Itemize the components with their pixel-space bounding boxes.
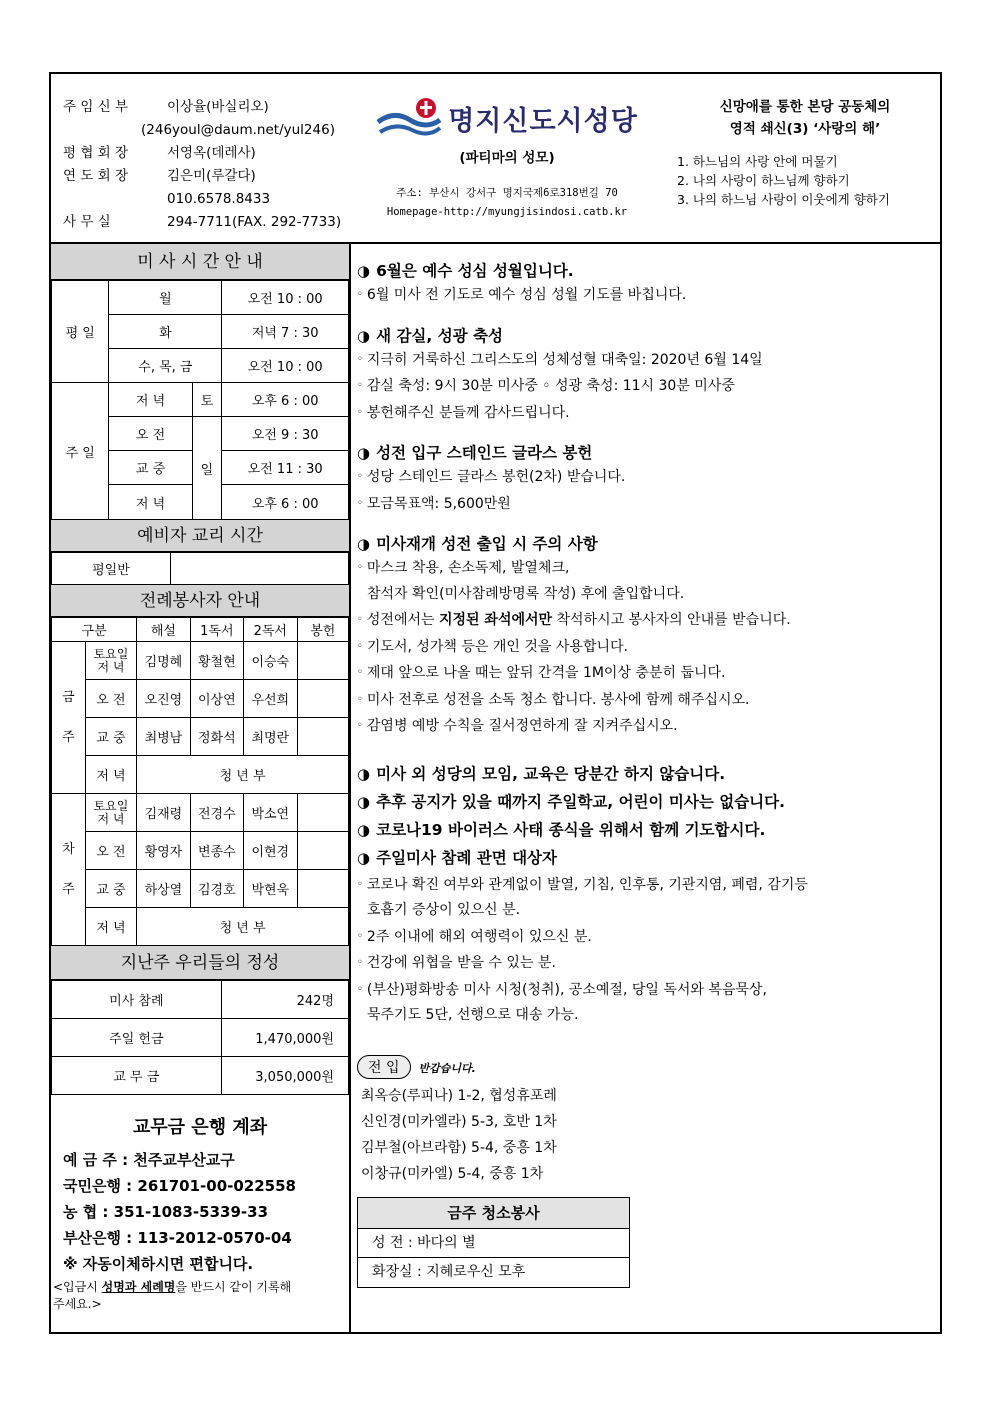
- notice-item: ◦ 제대 앞으로 나올 때는 앞뒤 간격을 1M이상 충분히 둡니다.: [357, 665, 726, 681]
- clergy-row: 010.6578.8433: [167, 191, 271, 207]
- notice-item: ◦ 건강에 위협을 받을 수 있는 분.: [357, 955, 556, 971]
- bullet-icon: ◦: [357, 353, 363, 365]
- bank-row: 국민은행 : 261701-00-022558: [63, 1177, 296, 1195]
- notice-item: ◦ 6월 미사 전 기도로 예수 성심 성월 기도를 바칩니다.: [357, 287, 687, 303]
- logo-line: [357, 96, 657, 140]
- homepage-link[interactable]: http://myungjisindosi.catb.kr: [443, 206, 628, 218]
- bullet-icon: ◦: [357, 640, 363, 652]
- newcomer-row: 김부철(아브라함) 5-4, 중흥 1차: [361, 1139, 557, 1156]
- bank-row: 부산은행 : 113-2012-0570-04: [63, 1229, 292, 1247]
- notice-heading: ◑ 새 감실, 성광 축성: [357, 326, 503, 345]
- newcomer-row: 최옥승(루피나) 1-2, 협성휴포레: [361, 1087, 557, 1104]
- newcomer-row: 신인경(미카엘라) 5-3, 호반 1차: [361, 1113, 557, 1130]
- left-column: [51, 244, 351, 1332]
- catechism-table: 평일반: [51, 552, 349, 585]
- notice-heading: ◑ 추후 공지가 있을 때까지 주일학교, 어린이 미사는 없습니다.: [357, 792, 785, 811]
- notice-item-continued: 호흡기 증상이 있으신 분.: [367, 902, 521, 918]
- bulletin-frame: [49, 72, 942, 1334]
- clergy-row: 주 임 신 부 이상율(바실리오): [63, 99, 269, 115]
- offering-title: 지난주 우리들의 정성: [51, 946, 349, 980]
- parish-address: 주소: 부산시 강서구 명지국제6로318번길 70 Homepage-http://myungjisindosi.catb.kr: [386, 187, 628, 218]
- notice-item: ◦ 코로나 확진 여부와 관계없이 발열, 기침, 인후통, 기관지염, 폐렴, 감기등: [357, 876, 808, 893]
- bank-title: 교무금 은행 계좌: [132, 1117, 268, 1138]
- bank-accounts: [51, 1095, 349, 1313]
- motto: 신망애를 통한 본당 공동체의 영적 쇄신(3) ‘사랑의 해’: [719, 99, 891, 137]
- servers-title: 전례봉사자 안내: [51, 585, 349, 617]
- notice-heading: ◑ 미사 외 성당의 모임, 교육은 당분간 하지 않습니다.: [357, 764, 726, 783]
- half-circle-icon: ◑: [357, 262, 371, 280]
- mass-times-table: 평 일 월 오전 10 : 00 화 저녁 7 : 30 수, 목, 금 오전 10 : 00 주 일 저 녁 토 오후 6 : 00 오 전 일 오전 9 : 30 교 중 오전 11 : 30 저 녁 오후 6 : 00: [51, 280, 349, 520]
- notice-item: ◦ 기도서, 성가책 등은 개인 것을 사용합니다.: [357, 638, 628, 655]
- notice-item: ◦ 성전에서는 지정된 좌석에서만 착석하시고 봉사자의 안내를 받습니다.: [357, 612, 791, 628]
- notice-item: ◦ (부산)평화방송 미사 시청(청취), 공소예절, 당일 독서와 복음묵상,: [357, 981, 767, 998]
- bank-row: 농 협 : 351-1083-5339-33: [63, 1203, 269, 1221]
- notice-heading: ◑ 성전 입구 스테인드 글라스 봉헌: [357, 444, 593, 462]
- notice-heading: ◑ 미사재개 성전 출입 시 주의 사항: [357, 535, 598, 553]
- right-column: [353, 244, 940, 1332]
- bullet-icon: ◦: [357, 983, 363, 995]
- notice-item-continued: 참석자 확인(미사참례방명록 작성) 후에 출입합니다.: [367, 585, 685, 602]
- bullet-icon: ◦: [357, 878, 363, 890]
- sunday-label: 주 일: [52, 383, 109, 520]
- notice-item: ◦ 성당 스테인드 글라스 봉헌(2차) 받습니다.: [357, 469, 626, 485]
- notice-item-continued: 묵주기도 5단, 선행으로 대송 가능.: [367, 1007, 579, 1023]
- clergy-row: (246youl@daum.net/yul246): [141, 122, 335, 138]
- clergy-row: 사 무 실 294-7711(FAX. 292-7733): [63, 214, 342, 230]
- notice-item: ◦ 미사 전후로 성전을 소독 청소 합니다. 봉사에 함께 해주십시오.: [357, 691, 750, 708]
- mass-times-title: 미 사 시 간 안 내: [51, 244, 349, 280]
- parish-name: 명지신도시성당: [448, 105, 638, 137]
- bank-note: <입금시 성명과 세례명을 반드시 같이 기록해 주세요.>: [53, 1280, 292, 1311]
- motto-block: [673, 96, 937, 209]
- bullet-icon: ◦: [357, 930, 363, 942]
- bank-row: 예 금 주 : 천주교부산교구: [63, 1151, 235, 1169]
- cleaning-title: 금주 청소봉사: [358, 1198, 629, 1229]
- parish-subtitle: (파티마의 성모): [459, 150, 555, 166]
- notices: [353, 244, 940, 1187]
- notice-item: ◦ 봉헌해주신 분들께 감사드립니다.: [357, 404, 570, 421]
- goals-list: 1. 하느님의 사랑 안에 머물기 2. 나의 사랑이 하느님께 향하기 3. 나의 하느님 사랑이 이웃에게 향하기: [677, 154, 890, 207]
- newcomer-badge: 전 입: [357, 1055, 411, 1079]
- servers-table: 구분 해설 1독서 2독서 봉헌 금 주 토요일 저 녁 김명혜 황철현 이승숙 오 전 오진영 이상연 우선희 교 중 최병남 정화석 최명란 저 녁 청 년 부 차 주 토요일 저 녁 김재령 전경수 박소연 오 전 황영자 변종수 이현경 교 중 하상열 김경호 박현욱 저 녁 청 년 부: [51, 617, 349, 946]
- bullet-icon: ◦: [357, 497, 363, 509]
- notice-item: ◦ 마스크 착용, 손소독제, 발열체크,: [357, 560, 570, 576]
- notice-heading: ◑ 6월은 예수 성심 성월입니다.: [357, 262, 574, 280]
- bullet-icon: ◦: [357, 471, 363, 482]
- notice-heading: ◑ 주일미사 참례 관면 대상자: [357, 848, 557, 867]
- header: [51, 74, 940, 244]
- welcome-text: 반갑습니다.: [418, 1061, 476, 1075]
- bullet-icon: ◦: [357, 693, 363, 705]
- bullet-icon: ◦: [357, 614, 363, 625]
- parish-title-block: [357, 96, 657, 222]
- half-circle-icon: ◑: [357, 764, 371, 783]
- parish-logo-icon: [376, 96, 442, 140]
- half-circle-icon: ◑: [357, 326, 371, 345]
- half-circle-icon: ◑: [357, 535, 371, 553]
- catechism-title: 예비자 교리 시간: [51, 520, 349, 552]
- bullet-icon: ◦: [357, 720, 363, 731]
- half-circle-icon: ◑: [357, 848, 371, 867]
- bank-row: ※ 자동이체하시면 편합니다.: [63, 1255, 254, 1273]
- cleaning-box: [357, 1197, 630, 1288]
- notice-heading: ◑ 코로나19 바이러스 사태 종식을 위해서 함께 기도합시다.: [357, 820, 766, 839]
- cleaning-row: 화장실 : 지혜로우신 모후: [372, 1264, 526, 1280]
- notice-item: ◦ 지극히 거룩하신 그리스도의 성체성혈 대축일: 2020년 6월 14일: [357, 351, 763, 368]
- bullet-icon: ◦: [357, 406, 363, 418]
- weekday-label: 평 일: [52, 281, 109, 383]
- bullet-icon: ◦: [357, 562, 363, 573]
- notice-item: ◦ 감실 축성: 9시 30분 미사중 ◦ 성광 축성: 11시 30분 미사중: [357, 378, 735, 394]
- notice-item: ◦ 2주 이내에 해외 여행력이 있으신 분.: [357, 928, 592, 945]
- half-circle-icon: ◑: [357, 792, 371, 811]
- notice-item: ◦ 모금목표액: 5,600만원: [357, 495, 511, 512]
- bullet-icon: ◦: [357, 667, 363, 678]
- offering-table: 미사 참례 242명 주일 헌금 1,470,000원 교 무 금 3,050,000원: [51, 980, 349, 1095]
- clergy-row: 평 협 회 장 서영옥(데레사): [63, 145, 256, 161]
- newcomer-row: 이창규(미카엘) 5-4, 중흥 1차: [361, 1165, 544, 1182]
- bullet-icon: ◦: [357, 289, 363, 300]
- newcomers: [357, 1055, 940, 1187]
- bullet-icon: ◦: [357, 380, 363, 391]
- bullet-icon: ◦: [357, 957, 363, 968]
- clergy-info: [63, 96, 341, 234]
- clergy-row: 연 도 회 장 김은미(루갈다): [63, 168, 256, 184]
- cleaning-row: 성 전 : 바다의 별: [358, 1229, 629, 1258]
- half-circle-icon: ◑: [357, 820, 371, 839]
- half-circle-icon: ◑: [357, 444, 371, 462]
- notice-item: ◦ 감염병 예방 수칙을 질서정연하게 잘 지켜주십시오.: [357, 718, 678, 734]
